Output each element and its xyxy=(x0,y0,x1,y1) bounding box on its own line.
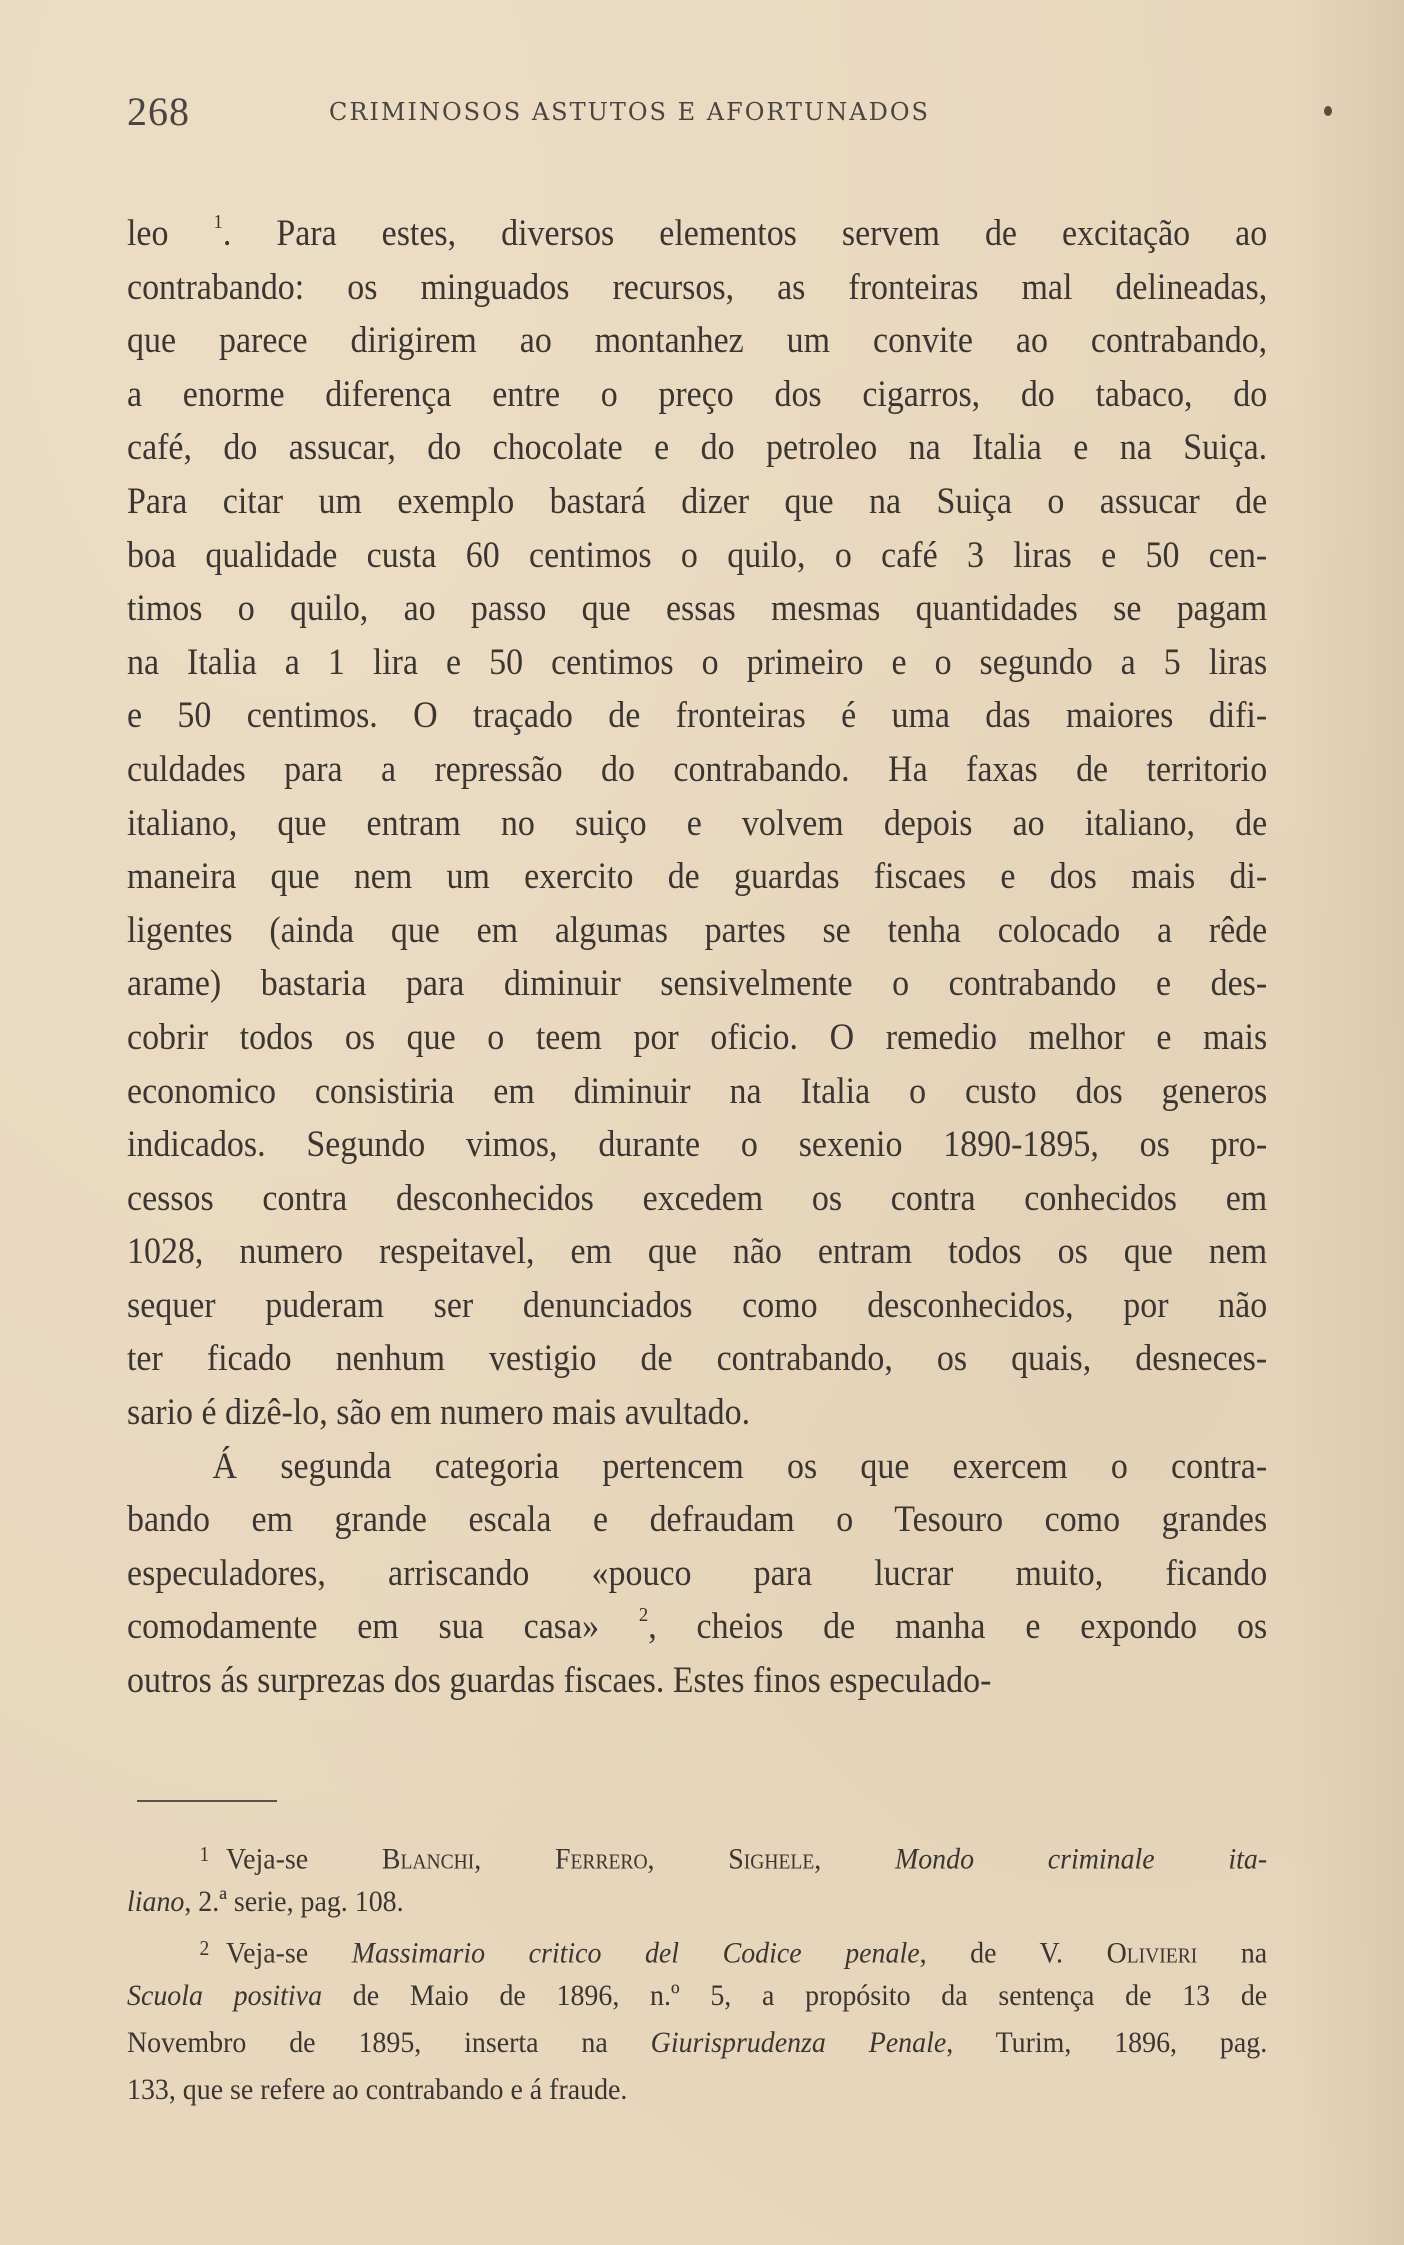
footnote-text: , xyxy=(814,1842,895,1876)
footnote-text: , de V. xyxy=(919,1936,1107,1970)
text-line: Á segunda categoria pertencem os que exercem o contra- xyxy=(212,1444,1268,1486)
footnote-1 xyxy=(127,1831,1267,1925)
paragraph xyxy=(127,206,1267,1439)
text-line: comodamente em sua casa» $^2$, cheios de manha e expondo os xyxy=(127,1604,1268,1647)
text-line: boa qualidade custa 60 centimos o quilo, o café 3 liras e 50 cen- xyxy=(127,533,1268,575)
footnote-rule xyxy=(137,1800,277,1802)
footnote-text: , xyxy=(474,1842,555,1876)
text-line: café, do assucar, do chocolate e do petroleo na Italia e na Suiça. xyxy=(127,426,1268,468)
text-line: sequer puderam ser denunciados como desconhecidos, por não xyxy=(127,1283,1268,1325)
text-line: leo $^1$. Para estes, diversos elementos servem de excitação ao xyxy=(127,210,1268,253)
text-line: maneira que nem um exercito de guardas fiscaes e dos mais di- xyxy=(127,855,1268,897)
footnote-line xyxy=(127,1831,1267,1878)
footnote-line xyxy=(127,1972,1267,2019)
text-line: a enorme diferença entre o preço dos cigarros, do tabaco, do xyxy=(127,372,1268,414)
italic-title: Massimario critico del Codice penale xyxy=(351,1936,920,1970)
footnote-text: Veja-se xyxy=(226,1842,382,1876)
text-line: contrabando: os minguados recursos, as fronteiras mal delineadas, xyxy=(127,265,1268,307)
text-line: outros ás surprezas dos guardas fiscaes. Estes finos especulado- xyxy=(127,1659,992,1701)
footnote-line xyxy=(127,2019,1267,2066)
footnote-text: , xyxy=(647,1842,729,1876)
footnote-line xyxy=(127,2066,1267,2113)
italic-title: Mondo criminale ita- xyxy=(894,1842,1268,1876)
footnote-reference[interactable]: 1 xyxy=(213,210,223,233)
text-line: economico consistiria em diminuir na Italia o custo dos generos xyxy=(127,1069,1268,1111)
footnote-line xyxy=(127,1925,1267,1972)
footnotes xyxy=(127,1831,1267,2113)
text-line: na Italia a 1 lira e 50 centimos o primeiro e o segundo a 5 liras xyxy=(127,640,1268,682)
ink-speck xyxy=(1324,106,1332,116)
footnote-marker: 2 xyxy=(199,1936,210,1960)
italic-title: Giurisprudenza Penale xyxy=(650,2026,947,2059)
text-line: cessos contra desconhecidos excedem os contra conhecidos em xyxy=(127,1176,1268,1218)
text-line: cobrir todos os que o teem por oficio. O remedio melhor e mais xyxy=(127,1015,1268,1057)
text-line: ter ficado nenhum vestigio de contrabando, os quais, desneces- xyxy=(127,1337,1268,1379)
text-line: bando em grande escala e defraudam o Tesouro como grandes xyxy=(127,1498,1268,1540)
text-line: italiano, que entram no suiço e volvem depois ao italiano, de xyxy=(127,801,1268,843)
running-title: CRIMINOSOS ASTUTOS E AFORTUNADOS xyxy=(329,98,930,126)
text-line: 1028, numero respeitavel, em que não entram todos os que nem xyxy=(127,1230,1268,1272)
footnote-text: 133, que se refere ao contrabando e á fraude. xyxy=(127,2073,628,2106)
author-name: Sighele xyxy=(728,1842,815,1876)
footnote-text: de Maio de 1896, n.º 5, a propósito da sentença de 13 de xyxy=(322,1979,1268,2012)
footnote-text: na xyxy=(1197,1936,1268,1970)
footnote-text: Novembro de 1895, inserta na xyxy=(127,2026,651,2059)
text-line: sario é dizê-lo, são em numero mais avultado. xyxy=(127,1391,751,1433)
text-line: culdades para a repressão do contrabando. Ha faxas de territorio xyxy=(127,747,1268,789)
text-line: especuladores, arriscando «pouco para lucrar muito, ficando xyxy=(127,1551,1268,1593)
author-name: Olivieri xyxy=(1106,1936,1198,1970)
footnote-reference[interactable]: 2 xyxy=(638,1604,649,1627)
text-line: que parece dirigirem ao montanhez um convite ao contrabando, xyxy=(127,319,1268,361)
italic-title: liano xyxy=(127,1885,185,1918)
text-line: ligentes (ainda que em algumas partes se tenha colocado a rêde xyxy=(127,908,1268,950)
footnote-marker: 1 xyxy=(199,1842,210,1866)
footnote-text: , 2.ª serie, pag. 108. xyxy=(184,1885,404,1918)
running-head xyxy=(127,88,1347,138)
paragraph xyxy=(127,1439,1267,1707)
page-number: 268 xyxy=(127,89,190,134)
text-line: timos o quilo, ao passo que essas mesmas quantidades se pagam xyxy=(127,587,1268,629)
text-line: e 50 centimos. O traçado de fronteiras é uma das maiores difi- xyxy=(127,694,1268,736)
footnote-text: , Turim, 1896, pag. xyxy=(946,2026,1268,2059)
author-name: Blanchi xyxy=(381,1842,475,1876)
author-name: Ferrero xyxy=(554,1842,648,1876)
footnote-2 xyxy=(127,1925,1267,2113)
text-line: Para citar um exemplo bastará dizer que na Suiça o assucar de xyxy=(127,479,1268,521)
footnote-line xyxy=(127,1878,1267,1925)
footnote-text: Veja-se xyxy=(226,1936,352,1970)
body-text xyxy=(127,206,1267,1707)
italic-title: Scuola positiva xyxy=(127,1979,323,2012)
text-line: indicados. Segundo vimos, durante o sexenio 1890-1895, os pro- xyxy=(127,1123,1268,1165)
text-line: arame) bastaria para diminuir sensivelmente o contrabando e des- xyxy=(127,962,1268,1004)
